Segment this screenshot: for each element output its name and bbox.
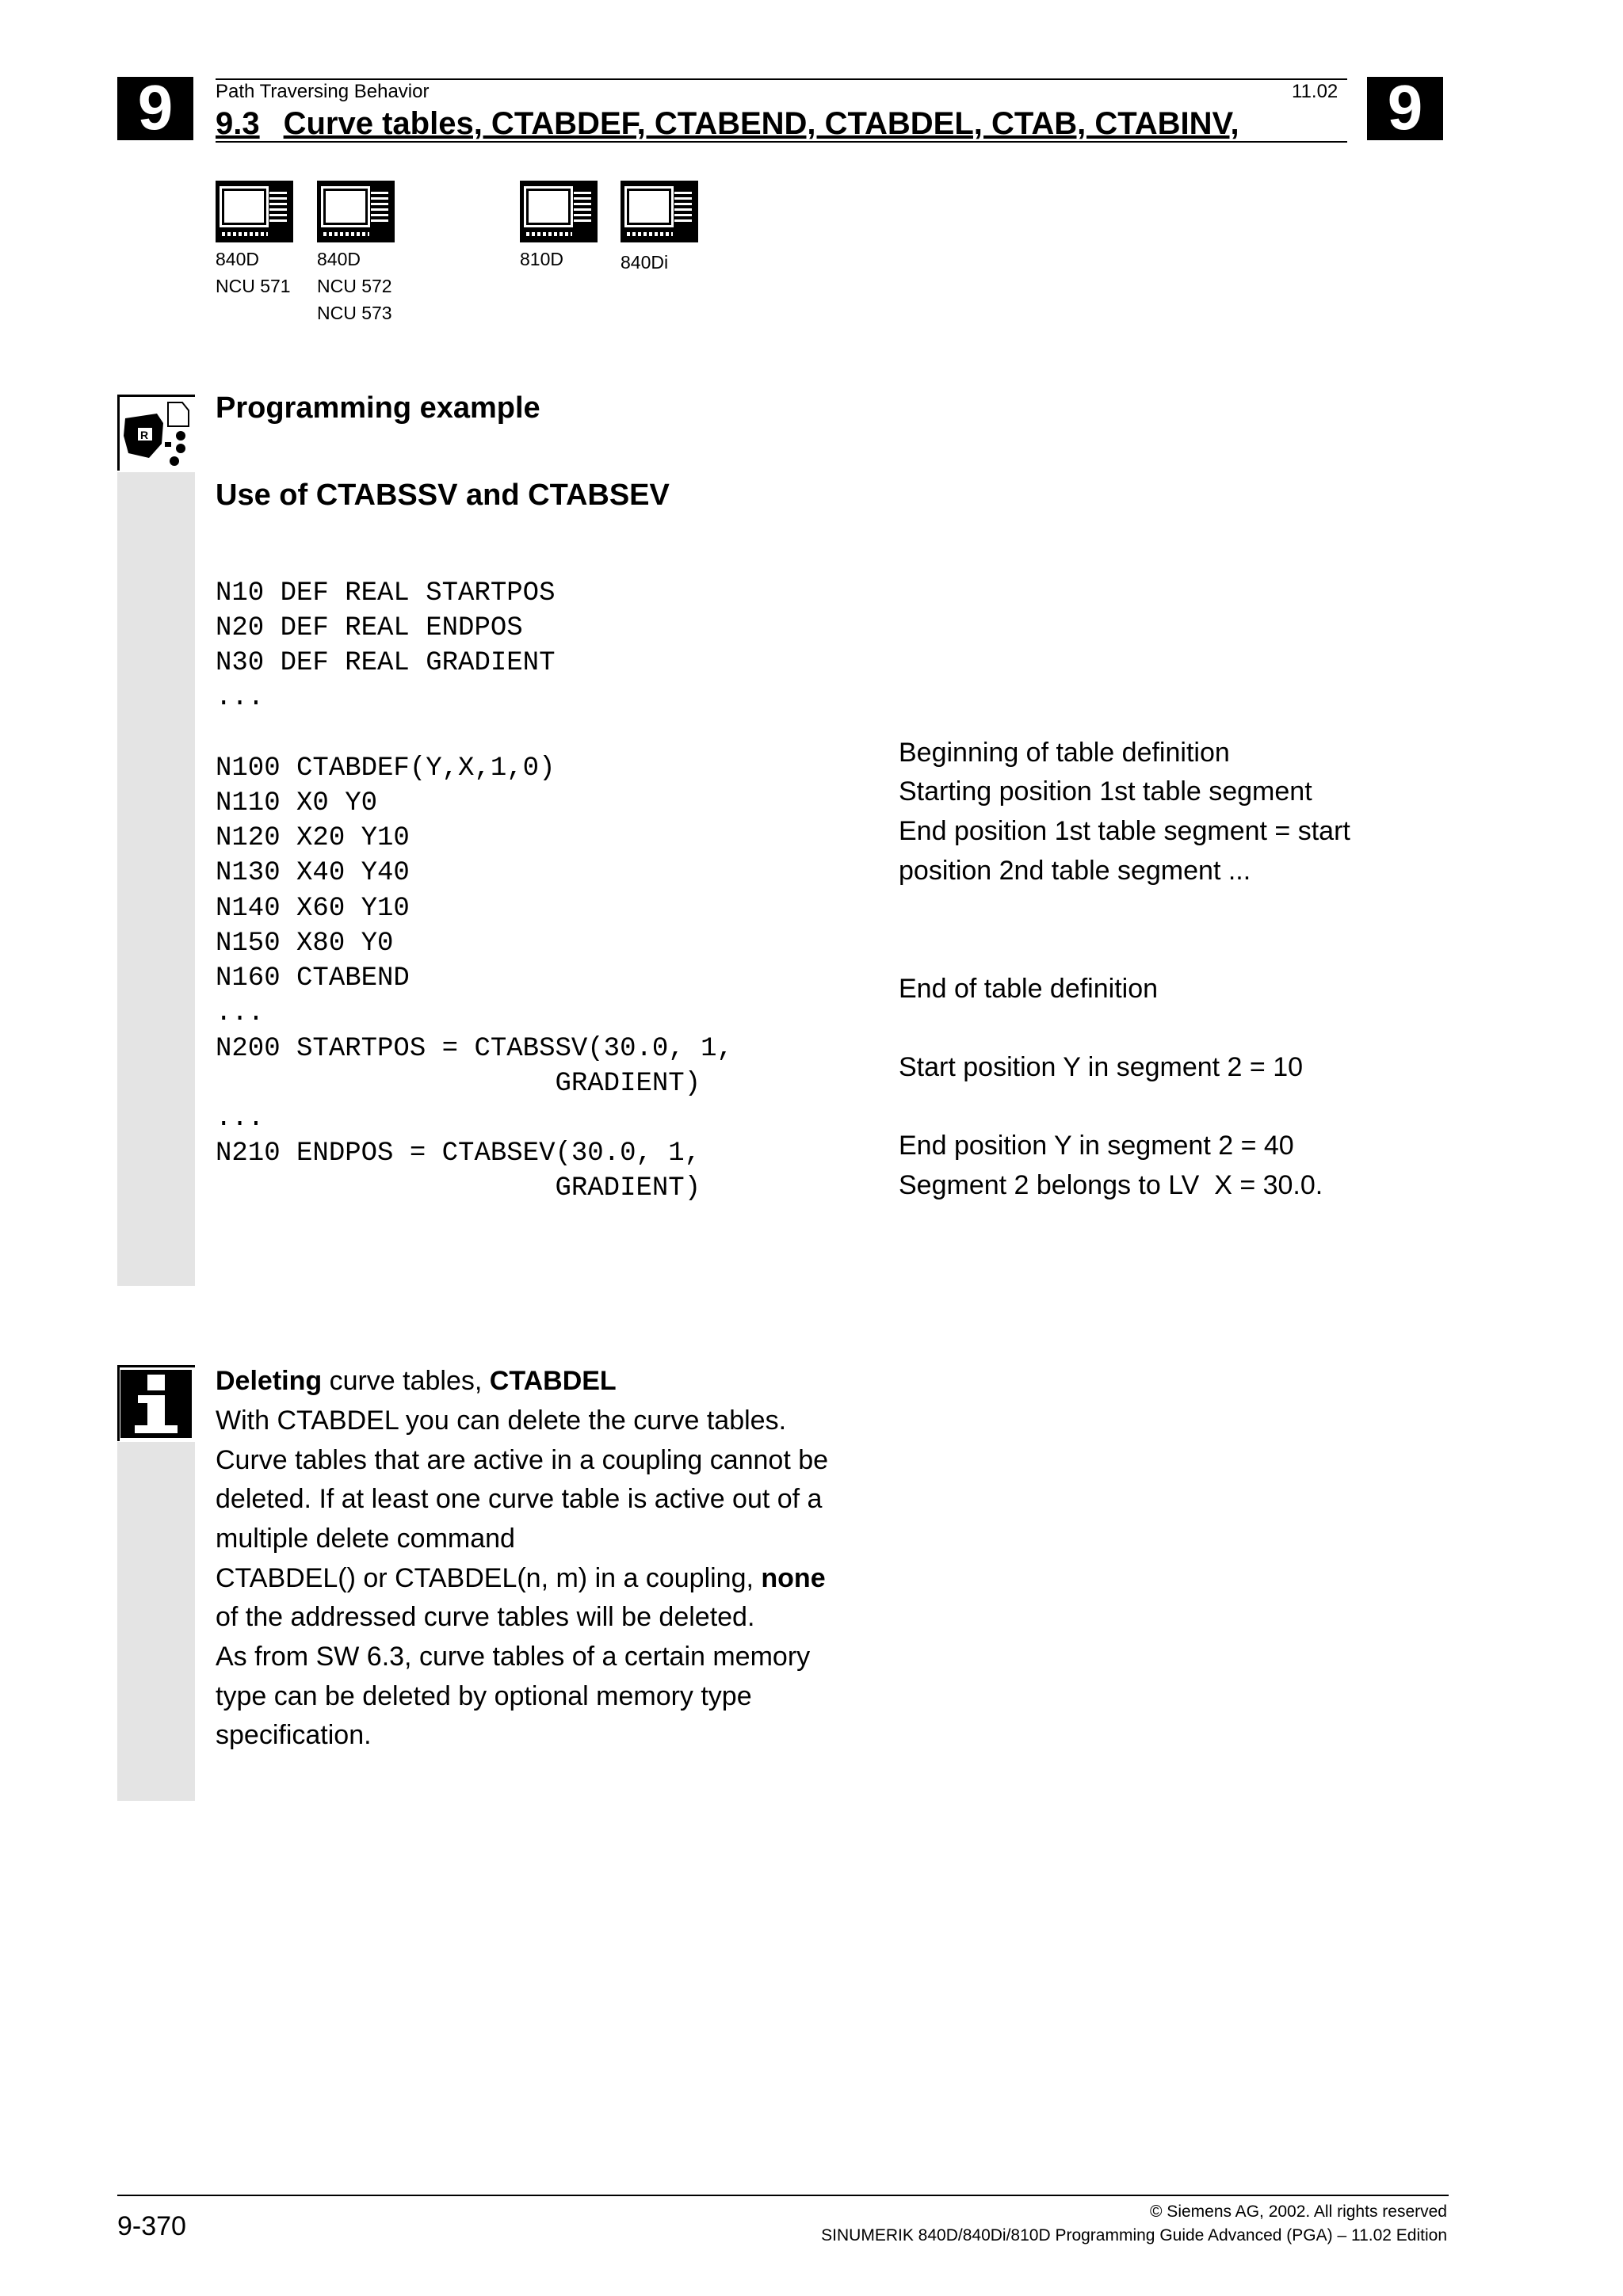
code-line: N150 X80 Y0 [216,929,394,959]
programming-example-icon [117,395,195,471]
header-top-rule [216,78,1347,80]
info-text-line: CTABDEL() or CTABDEL(n, m) in a coupling, none [216,1563,826,1593]
code-line: N110 X0 Y0 [216,788,378,818]
edition-date: 11.02 [1292,81,1338,102]
code-line: GRADIENT) [216,1173,701,1203]
code-comment: Segment 2 belongs to LV X = 30.0. [899,1170,1323,1200]
code-line: N140 X60 Y10 [216,894,410,924]
info-text-line: With CTABDEL you can delete the curve tables. [216,1405,787,1436]
code-comment: End position Y in segment 2 = 40 [899,1131,1294,1161]
code-line: N130 X40 Y40 [216,858,410,888]
footer-copyright: © Siemens AG, 2002. All rights reserved [1150,2203,1447,2221]
code-line: N20 DEF REAL ENDPOS [216,613,523,643]
code-line: ... [216,683,265,713]
chapter-number-right: 9 [1367,77,1443,140]
control-label-840d-ncu571: 840D NCU 571 [216,249,291,296]
svg-text:R: R [140,429,149,441]
chapter-title: Path Traversing Behavior [216,81,430,102]
control-label-840di: 840Di [621,252,669,273]
example-title: Programming example [216,391,540,425]
info-icon [117,1365,195,1441]
code-line: N200 STARTPOS = CTABSSV(30.0, 1, [216,1034,733,1064]
header-bottom-rule [216,141,1347,143]
code-comment: End of table definition [899,974,1159,1004]
code-line: N210 ENDPOS = CTABSEV(30.0, 1, [216,1138,701,1169]
control-panel-icon [317,181,395,242]
code-line: N120 X20 Y10 [216,823,410,853]
code-line: N160 CTABEND [216,963,410,994]
control-panel-icon [520,181,598,242]
code-line: GRADIENT) [216,1069,701,1099]
control-panel-icon [216,181,293,242]
code-comment: Start position Y in segment 2 = 10 [899,1052,1304,1082]
example-subtitle: Use of CTABSSV and CTABSEV [216,479,670,512]
chapter-number-left: 9 [117,77,193,140]
info-text-line: of the addressed curve tables will be deleted. [216,1602,755,1632]
info-text-line: specification. [216,1720,372,1750]
code-line: ... [216,1104,265,1134]
code-line: N30 DEF REAL GRADIENT [216,648,556,678]
footer-rule [117,2195,1449,2196]
info-heading: Deleting curve tables, CTABDEL [216,1366,617,1396]
control-panel-icon [621,181,698,242]
info-sidebar [117,1442,195,1801]
section-title [216,106,1239,141]
example-sidebar [117,472,195,1286]
page-number: 9-370 [117,2211,186,2241]
code-line: N100 CTABDEF(Y,X,1,0) [216,753,556,784]
control-label-810d: 810D [520,249,563,269]
info-text-line: As from SW 6.3, curve tables of a certain memory [216,1642,811,1672]
code-comment: Beginning of table definition [899,738,1230,768]
code-comment: position 2nd table segment ... [899,856,1251,886]
code-line: N10 DEF REAL STARTPOS [216,578,556,608]
code-comment: Starting position 1st table segment [899,776,1312,807]
code-line: ... [216,998,265,1028]
info-text-line: type can be deleted by optional memory type [216,1681,752,1711]
section-title-text: Curve tables, CTABDEF, CTABEND, CTABDEL, CTAB, CTABINV, [283,106,1239,141]
info-text-line: deleted. If at least one curve table is active out of a [216,1484,823,1514]
info-text-line: multiple delete command [216,1524,515,1554]
code-comment: End position 1st table segment = start [899,816,1350,846]
control-label-840d-ncu572: 840D NCU 572 NCU 573 [317,249,392,323]
section-number: 9.3 [216,106,260,141]
footer-book-title: SINUMERIK 840D/840Di/810D Programming Guide Advanced (PGA) – 11.02 Edition [821,2226,1447,2245]
info-text-line: Curve tables that are active in a coupling cannot be [216,1445,829,1475]
